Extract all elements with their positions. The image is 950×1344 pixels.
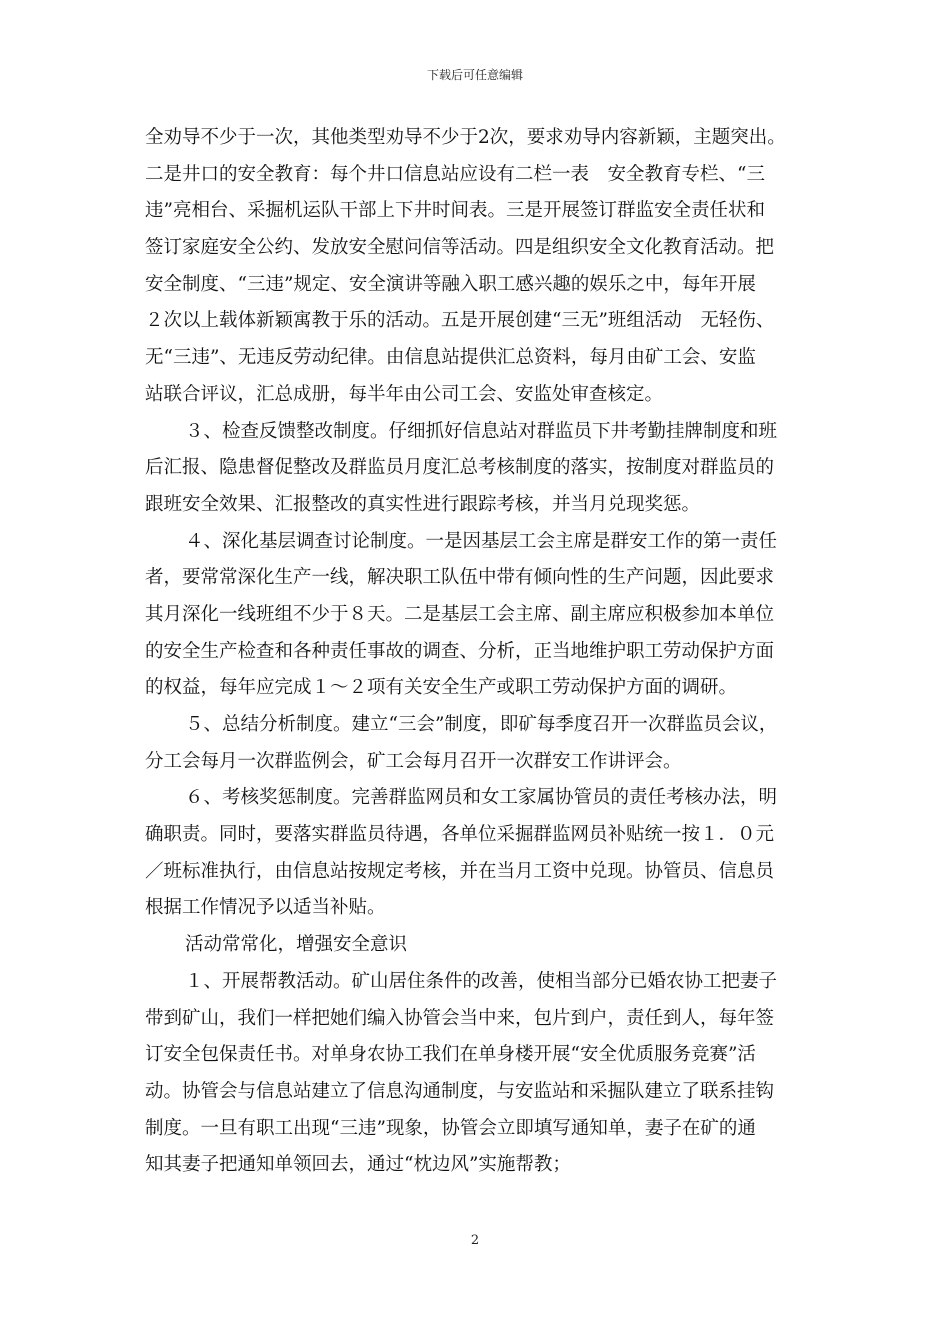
text-line: 无“三违”、无违反劳动纪律。由信息站提供汇总资料，每月由矿工会、安监 bbox=[145, 347, 756, 369]
text-line: 制度。一旦有职工出现“三违”现象，协管会立即填写通知单，妻子在矿的通 bbox=[145, 1117, 756, 1139]
text-line: 签订家庭安全公约、发放安全慰问信等活动。四是组织安全文化教育活动。把 bbox=[145, 237, 775, 259]
text-line: 后汇报、隐患督促整改及群监员月度汇总考核制度的落实，按制度对群监员的 bbox=[145, 457, 775, 479]
text-line: ５、总结分析制度。建立“三会”制度，即矿每季度召开一次群监员会议， bbox=[185, 714, 778, 735]
text-line: ／班标准执行，由信息站按规定考核，并在当月工资中兑现。协管员、信息员 bbox=[145, 860, 775, 882]
text-line: 站联合评议，汇总成册，每半年由公司工会、安监处审查核定。 bbox=[145, 383, 664, 405]
text-line: 知其妻子把通知单领回去，通过“枕边风”实施帮教； bbox=[145, 1154, 571, 1176]
text-line: 者，要常常深化生产一线，解决职工队伍中带有倾向性的生产问题，因此要求 bbox=[145, 567, 775, 589]
text-line: ４、深化基层调查讨论制度。一是因基层工会主席是群安工作的第一责任 bbox=[185, 530, 778, 552]
text-line: 活动常常化，增强安全意识 bbox=[185, 934, 408, 956]
text-line: 根据工作情况予以适当补贴。 bbox=[145, 897, 386, 919]
text-line: 违”亮相台、采掘机运队干部上下井时间表。三是开展签订群监安全责任状和 bbox=[145, 200, 765, 222]
text-line: 安全制度、“三违”规定、安全演讲等融入职工感兴趣的娱乐之中，每年开展 bbox=[145, 273, 756, 295]
text-line: 动。协管会与信息站建立了信息沟通制度，与安监站和采掘队建立了联系挂钩 bbox=[145, 1080, 775, 1102]
text-line: 带到矿山，我们一样把她们编入协管会当中来，包片到户，责任到人，每年签 bbox=[145, 1007, 775, 1029]
text-line: 其月深化一线班组不少于８天。二是基层工会主席、副主席应积极参加本单位 bbox=[145, 603, 775, 625]
text-line: 订安全包保责任书。对单身农协工我们在单身楼开展“安全优质服务竞赛”活 bbox=[145, 1044, 756, 1066]
text-line: 的安全生产检查和各种责任事故的调查、分析，正当地维护职工劳动保护方面 bbox=[145, 640, 775, 662]
text-line: 跟班安全效果、汇报整改的真实性进行跟踪考核，并当月兑现奖惩。 bbox=[145, 493, 701, 515]
text-line: 分工会每月一次群监例会，矿工会每月召开一次群安工作讲评会。 bbox=[145, 750, 682, 772]
text-line: 确职责。同时，要落实群监员待遇，各单位采掘群监网员补贴统一按１．０元 bbox=[145, 824, 775, 846]
header-note: 下载后可任意编辑 bbox=[426, 68, 523, 82]
text-line: ３、检查反馈整改制度。仔细抓好信息站对群监员下井考勤挂牌制度和班 bbox=[185, 420, 778, 442]
text-line: ６、考核奖惩制度。完善群监网员和女工家属协管员的责任考核办法，明 bbox=[185, 787, 778, 809]
text-line: 全劝导不少于一次，其他类型劝导不少于2次，要求劝导内容新颖，主题突出。 bbox=[145, 127, 786, 148]
document-body bbox=[145, 120, 810, 1184]
text-line: 二是井口的安全教育：每个井口信息站应设有二栏一表 安全教育专栏、“三 bbox=[145, 163, 765, 185]
text-line: ２次以上载体新颖寓教于乐的活动。五是开展创建“三无”班组活动 无轻伤、 bbox=[145, 310, 775, 332]
text-line: 的权益，每年应完成１～２项有关安全生产或职工劳动保护方面的调研。 bbox=[145, 677, 738, 699]
page-number: 2 bbox=[470, 1233, 480, 1248]
text-line: １、开展帮教活动。矿山居住条件的改善，使相当部分已婚农协工把妻子 bbox=[185, 970, 778, 992]
